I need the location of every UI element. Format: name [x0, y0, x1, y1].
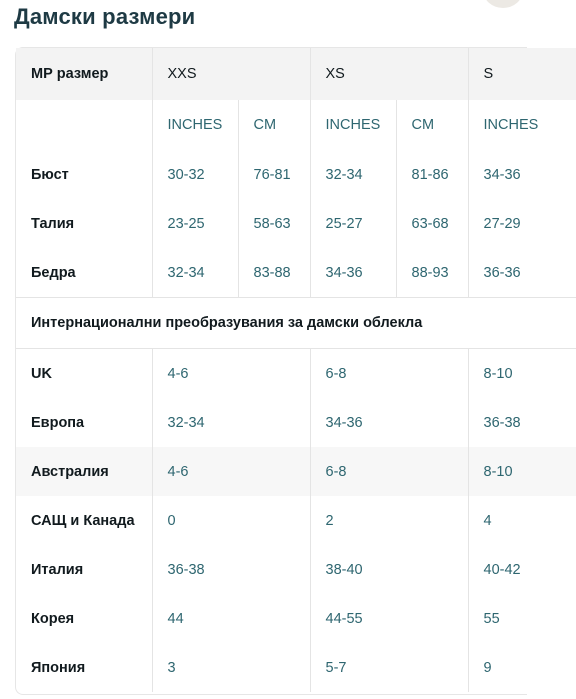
section-header-row	[16, 298, 576, 349]
row-label: Талия	[31, 215, 75, 232]
row-label: Европа	[31, 414, 85, 431]
table-cell: 36-38	[468, 398, 576, 447]
table-cell: 44	[152, 594, 310, 643]
table-cell: 55	[468, 594, 576, 643]
table-cell: 36-38	[152, 545, 310, 594]
table-cell: 81-86	[396, 150, 468, 199]
row-label: UK	[31, 365, 52, 382]
table-row	[16, 643, 576, 692]
table-cell: 34-36	[310, 398, 468, 447]
units-label-empty	[16, 100, 152, 150]
row-label: Япония	[31, 659, 86, 676]
table-row	[16, 496, 576, 545]
size-table	[16, 48, 576, 692]
table-cell: 5-7	[310, 643, 468, 692]
row-label: САЩ и Канада	[31, 512, 135, 529]
unit-cell: CM	[238, 100, 310, 150]
table-cell: 6-8	[310, 349, 468, 399]
size-xs-header: XS	[310, 48, 468, 100]
table-row	[16, 398, 576, 447]
size-table-container[interactable]	[15, 47, 539, 695]
table-cell: 30-32	[152, 150, 238, 199]
size-s-header: S	[468, 48, 576, 100]
table-cell: 3	[152, 643, 310, 692]
table-header-row	[16, 48, 576, 100]
table-cell: 63-68	[396, 199, 468, 248]
table-cell: 8-10	[468, 447, 576, 496]
table-cell: 8-10	[468, 349, 576, 399]
row-label: Бедра	[31, 264, 76, 281]
unit-cell: INCHES	[152, 100, 238, 150]
table-cell: 88-93	[396, 248, 468, 298]
table-cell: 0	[152, 496, 310, 545]
table-cell: 58-63	[238, 199, 310, 248]
table-cell: 38-40	[310, 545, 468, 594]
table-cell: 25-27	[310, 199, 396, 248]
table-cell: 32-34	[152, 398, 310, 447]
table-cell: 34-36	[310, 248, 396, 298]
table-row	[16, 349, 576, 399]
table-cell: 9	[468, 643, 576, 692]
table-row	[16, 594, 576, 643]
table-cell: 83-88	[238, 248, 310, 298]
header-label: МР размер	[16, 48, 152, 100]
table-cell: 4-6	[152, 447, 310, 496]
table-row	[16, 545, 576, 594]
table-cell: 44-55	[310, 594, 468, 643]
table-cell: 27-29	[468, 199, 576, 248]
unit-cell: INCHES	[310, 100, 396, 150]
table-cell: 32-34	[152, 248, 238, 298]
size-xxs-header: XXS	[152, 48, 310, 100]
table-row	[16, 150, 576, 199]
table-cell: 2	[310, 496, 468, 545]
row-label: Бюст	[31, 166, 69, 183]
table-cell: 40-42	[468, 545, 576, 594]
table-cell: 76-81	[238, 150, 310, 199]
table-cell: 4-6	[152, 349, 310, 399]
table-row	[16, 248, 576, 298]
table-cell: 6-8	[310, 447, 468, 496]
table-cell: 4	[468, 496, 576, 545]
table-cell: 34-36	[468, 150, 576, 199]
page-title: Дамски размери	[14, 4, 196, 29]
table-row	[16, 199, 576, 248]
row-label: Корея	[31, 610, 75, 627]
table-cell: 36-36	[468, 248, 576, 298]
section-title: Интернационални преобразувания за дамски облекла	[16, 298, 576, 349]
row-label: Италия	[31, 561, 84, 578]
unit-cell: CM	[396, 100, 468, 150]
table-cell: 23-25	[152, 199, 238, 248]
table-cell: 32-34	[310, 150, 396, 199]
corner-button[interactable]	[483, 0, 523, 8]
row-label: Австралия	[16, 447, 152, 496]
unit-cell: INCHES	[468, 100, 576, 150]
table-row	[16, 447, 576, 496]
units-row	[16, 100, 576, 150]
